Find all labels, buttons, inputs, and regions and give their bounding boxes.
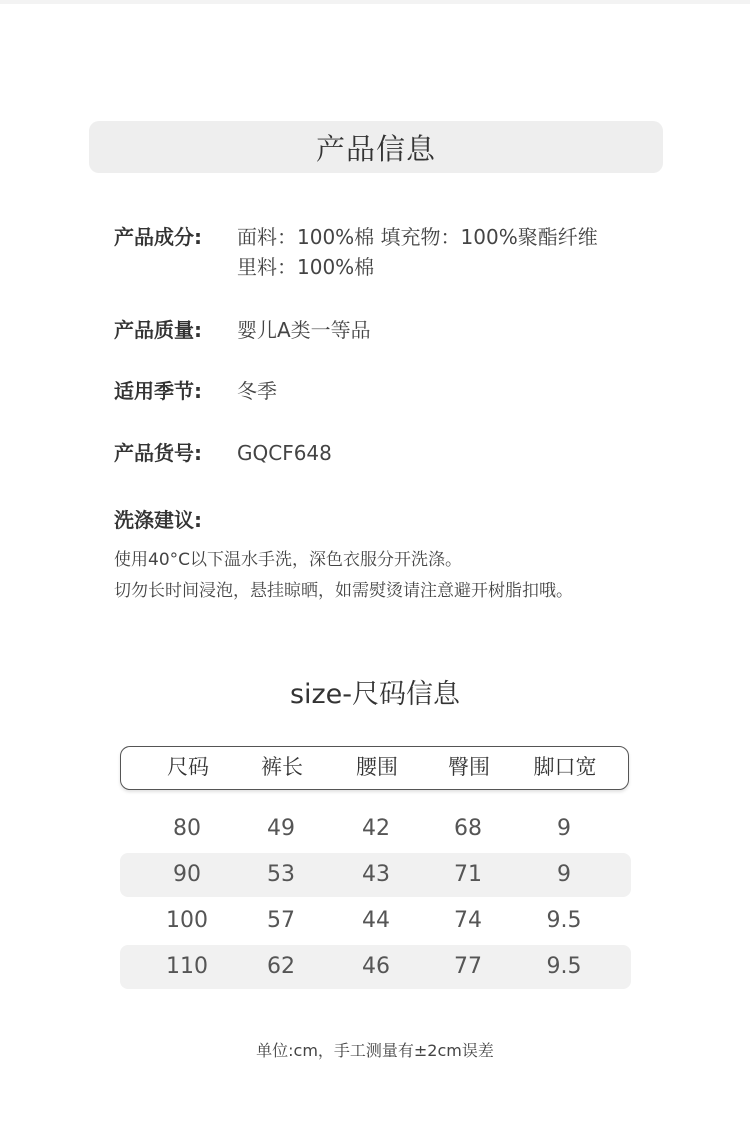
table-cell: 9: [557, 862, 571, 887]
info-value: 冬季: [237, 379, 277, 403]
table-cell: 49: [267, 816, 295, 841]
info-row-quality: [114, 315, 371, 345]
washing-line: 切勿长时间浸泡，悬挂晾晒，如需熨烫请注意避开树脂扣哦。: [114, 581, 573, 601]
table-cell: 46: [362, 954, 390, 979]
table-row: [120, 899, 631, 943]
page-title: 产品信息: [315, 131, 436, 166]
info-value-line: 里料：100%棉: [237, 255, 375, 279]
table-cell: 62: [267, 954, 295, 979]
info-value: [237, 222, 598, 282]
info-label: 产品成分:: [114, 225, 202, 249]
size-table-header: [120, 746, 629, 790]
washing-label: 洗涤建议:: [114, 508, 202, 532]
table-cell: 68: [454, 816, 482, 841]
table-cell: 57: [267, 908, 295, 933]
info-label: 产品货号:: [114, 441, 202, 465]
table-row: [120, 807, 631, 851]
top-divider: [0, 0, 750, 4]
info-value-line: 面料：100%棉 填充物：100%聚酯纤维: [237, 225, 598, 249]
column-header: 裤长: [261, 755, 303, 779]
info-row-season: [114, 376, 277, 406]
info-value: GQCF648: [237, 441, 332, 465]
table-cell: 9.5: [546, 954, 582, 979]
table-cell: 90: [173, 862, 201, 887]
measurement-footnote: 单位:cm，手工测量有±2cm误差: [256, 1041, 494, 1060]
table-cell: 53: [267, 862, 295, 887]
column-header: 臀围: [448, 755, 490, 779]
info-row-item-number: [114, 438, 332, 468]
column-header: 尺码: [167, 755, 209, 779]
table-cell: 77: [454, 954, 482, 979]
table-row: [120, 945, 631, 989]
table-cell: 9: [557, 816, 571, 841]
column-header: 腰围: [356, 755, 398, 779]
info-row-composition: [114, 222, 598, 282]
info-label: 适用季节:: [114, 379, 202, 403]
column-header: 脚口宽: [533, 755, 597, 779]
table-cell: 44: [362, 908, 390, 933]
table-cell: 74: [454, 908, 482, 933]
info-label: 产品质量:: [114, 318, 202, 342]
size-section-title: size-尺码信息: [289, 679, 461, 710]
washing-line: 使用40°C以下温水手洗，深色衣服分开洗涤。: [114, 550, 463, 570]
product-info-title-bar: [89, 121, 663, 173]
table-cell: 80: [173, 816, 201, 841]
table-cell: 43: [362, 862, 390, 887]
table-cell: 100: [166, 908, 208, 933]
info-value: 婴儿A类一等品: [237, 318, 371, 342]
table-row: [120, 853, 631, 897]
table-cell: 110: [166, 954, 208, 979]
table-cell: 42: [362, 816, 390, 841]
table-cell: 9.5: [546, 908, 582, 933]
table-cell: 71: [454, 862, 482, 887]
